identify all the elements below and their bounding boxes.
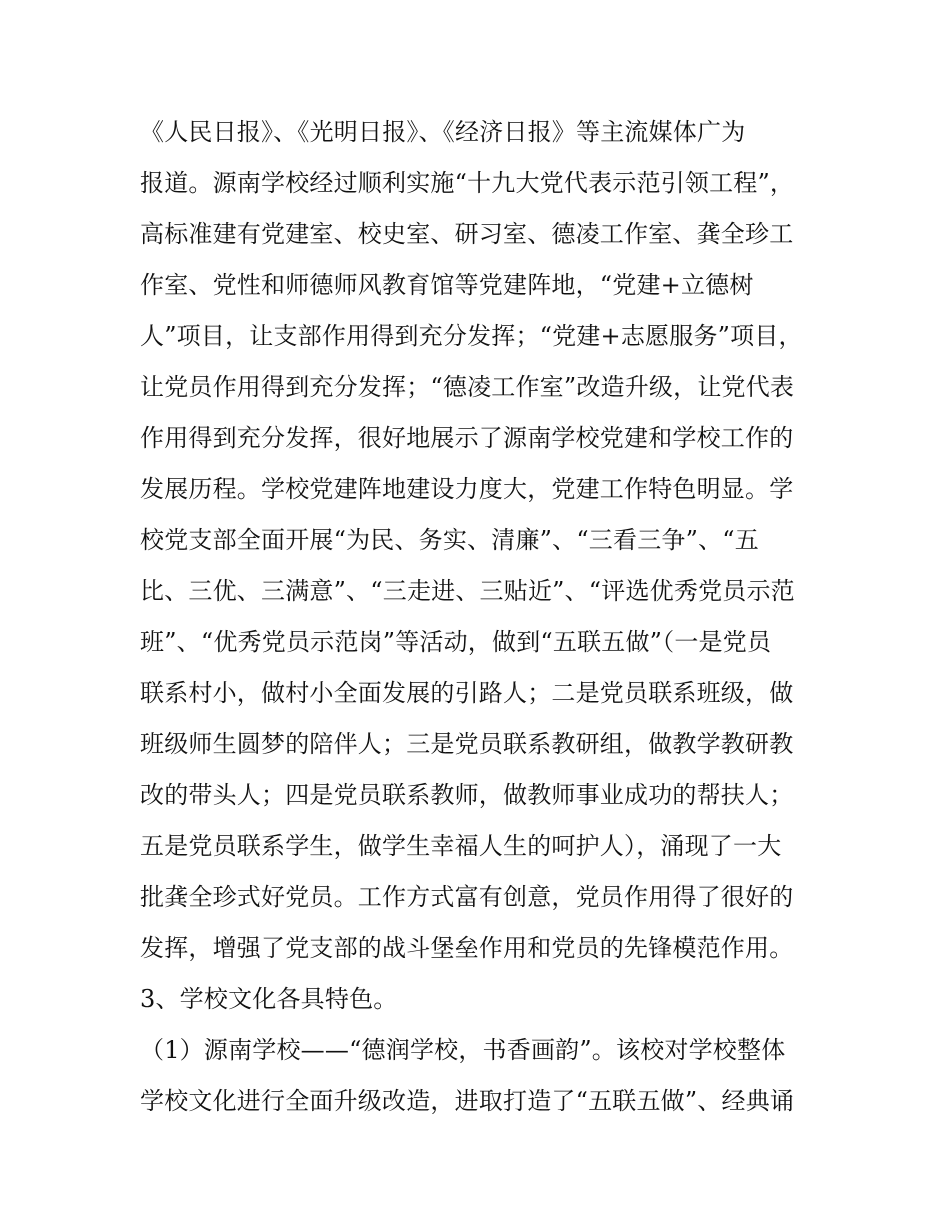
text-line: 联系村小，做村小全面发展的引路人；二是党员联系班级，做 <box>140 679 794 707</box>
text-line: 班”、“优秀党员示范岗”等活动，做到“五联五做”（一是党员 <box>140 628 772 656</box>
text-line: 报道。源南学校经过顺利实施“十九大党代表示范引领工程”， <box>140 169 795 197</box>
text-line: 发挥，增强了党支部的战斗堡垒作用和党员的先锋模范作用。 <box>140 934 794 962</box>
text-line: 比、三优、三满意”、“三走进、三贴近”、“评选优秀党员示范 <box>140 577 795 605</box>
section-heading: 3、学校文化各具特色。 <box>140 985 398 1013</box>
text-line: 高标准建有党建室、校史室、研习室、德凌工作室、龚全珍工 <box>140 220 794 248</box>
text-line: 五是党员联系学生，做学生幸福人生的呵护人），涌现了一大 <box>140 832 782 860</box>
text-line: 作室、党性和师德师风教育馆等党建阵地，“党建+立德树 <box>140 271 754 299</box>
text-line: （1）源南学校——“德润学校，书香画韵”。该校对学校整体 <box>140 1036 786 1064</box>
text-line: 《人民日报》、《光明日报》、《经济日报》等主流媒体广为 <box>140 118 746 146</box>
text-line: 学校文化进行全面升级改造，进取打造了“五联五做”、经典诵 <box>140 1087 795 1115</box>
text-line: 人”项目，让支部作用得到充分发挥；“党建+志愿服务”项目， <box>140 322 803 350</box>
text-line: 改的带头人；四是党员联系教师，做教师事业成功的帮扶人； <box>140 781 794 809</box>
text-line: 让党员作用得到充分发挥；“德凌工作室”改造升级，让党代表 <box>140 373 795 401</box>
text-line: 班级师生圆梦的陪伴人；三是党员联系教研组，做教学教研教 <box>140 730 794 758</box>
text-line: 发展历程。学校党建阵地建设力度大，党建工作特色明显。学 <box>140 475 794 503</box>
text-line: 校党支部全面开展“为民、务实、清廉”、“三看三争”、“五 <box>140 526 759 554</box>
text-line: 批龚全珍式好党员。工作方式富有创意，党员作用得了很好的 <box>140 883 794 911</box>
text-line: 作用得到充分发挥，很好地展示了源南学校党建和学校工作的 <box>140 424 794 452</box>
body-text <box>140 112 820 1132</box>
